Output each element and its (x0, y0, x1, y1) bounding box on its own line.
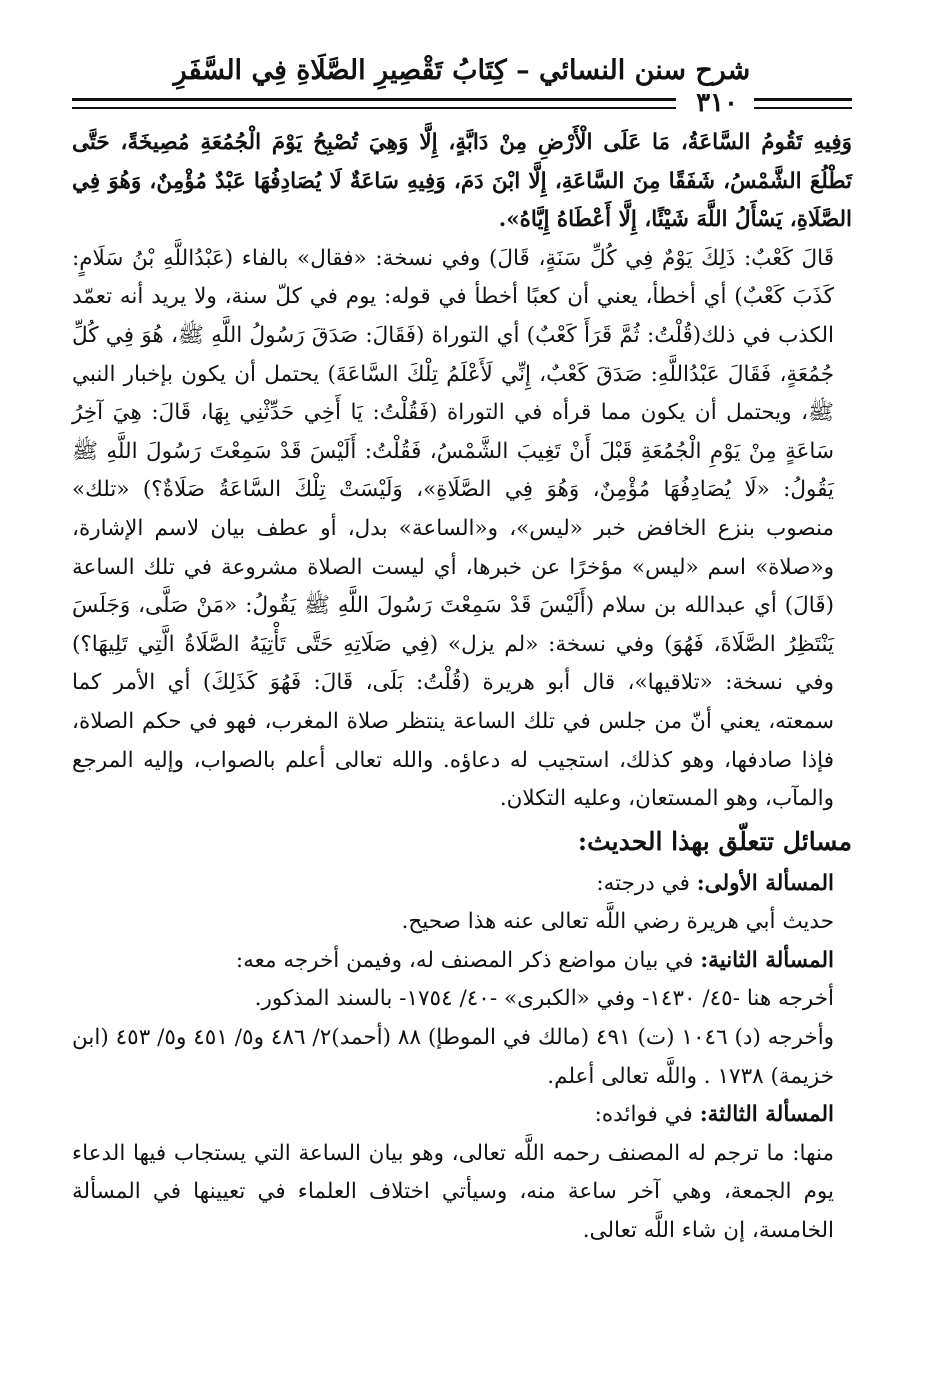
issue-2-title: في بيان مواضع ذكر المصنف له، وفيمن أخرجه معه: (235, 947, 701, 973)
issue-1-label: المسألة الأولى: (696, 870, 834, 896)
issue-1-text: حديث أبي هريرة رضي اللَّه تعالى عنه هذا صحيح. (401, 909, 834, 935)
issue-3-heading (72, 1096, 852, 1135)
issue-3-text: منها: ما ترجم له المصنف رحمه اللَّه تعالى، وهو بيان الساعة التي يستجاب فيها الدعاء يوم الجمعة، وهي آخر ساعة منه، وسيأتي اختلاف العلماء في تعيينها في المسألة الخامسة، إن شاء اللَّه تعالى. (72, 1140, 834, 1244)
page-number: ٣١٠ (690, 88, 744, 118)
issue-3-label: المسألة الثالثة: (699, 1102, 834, 1128)
running-title: شرح سنن النسائي – كِتَابُ تَقْصِيرِ الصَّلَاةِ فِي السَّفَرِ (173, 55, 751, 86)
hadith-text-continuation: وَفِيهِ تَقُومُ السَّاعَةُ، مَا عَلَى الْأَرْضِ مِنْ دَابَّةٍ، إِلَّا وَهِيَ تُصْبِحُ يَوْمَ الْجُمُعَةِ مُصِيخَةً، حَتَّى تَطْلُعَ الشَّمْسُ، شَفَقًا مِنَ السَّاعَةِ، إِلَّا ابْنَ دَمَ، وَفِيهِ سَاعَةٌ لَا يُصَادِفُهَا عَبْدٌ مُؤْمِنٌ، وَهُوَ فِي الصَّلَاةِ، يَسْأَلُ اللَّهَ شَيْئًا، إِلَّا أَعْطَاهُ إِيَّاهُ». (72, 130, 852, 233)
commentary-body (72, 124, 852, 1251)
issue-1-title: في درجته: (596, 870, 697, 896)
issue-3-title: في فوائده: (594, 1102, 700, 1128)
header-rule (72, 88, 852, 118)
issue-2-text-1: أخرجه هنا -٤٥/ ١٤٣٠- وفي «الكبرى» -٤٠/ ١٧٥٤- بالسند المذكور. (254, 986, 834, 1012)
issue-2-heading (72, 942, 852, 981)
issue-2-label: المسألة الثانية: (700, 947, 834, 973)
issue-1-heading (72, 865, 852, 904)
section-heading: مسائل تتعلّق بهذا الحديث: (577, 826, 852, 856)
header-rule-right-segment (754, 98, 852, 109)
issue-2-text-2: وأخرجه (د) ١٠٤٦ (ت) ٤٩١ (مالك في الموطإ) ٨٨ (أحمد)٢/ ٤٨٦ و٥/ ٤٥١ و٥/ ٤٥٣ (ابن خزيمة) ١٧٣٨ . واللَّه تعالى أعلم. (72, 1025, 835, 1089)
commentary-paragraph: قَالَ كَعْبٌ: ذَلِكَ يَوْمٌ فِي كُلِّ سَنَةٍ، قَالَ) وفي نسخة: «فقال» بالفاء (عَبْدُاللَّهِ بْنُ سَلَامٍ: كَذَبَ كَعْبٌ) أي أخطأ، يعني أن كعبًا أخطأ في قوله: يوم في كلّ سنة، ولا يريد أنه تعمّد الكذب في ذلك(قُلْتُ: ثُمَّ قَرَأَ كَعْبٌ) أي التوراة (فَقَالَ: صَدَقَ رَسُولُ اللَّهِ ﷺ، هُوَ فِي كُلِّ جُمُعَةٍ، فَقَالَ عَبْدُاللَّهِ: صَدَقَ كَعْبٌ، إِنِّي لَأَعْلَمُ تِلْكَ السَّاعَةَ) يحتمل أن يكون بإخبار النبي ﷺ، ويحتمل أن يكون مما قرأه في التوراة (فَقُلْتُ: يَا أَخِي حَدِّثْنِي بِهَا، قَالَ: هِيَ آخِرُ سَاعَةٍ مِنْ يَوْمِ الْجُمُعَةِ قَبْلَ أَنْ تَغِيبَ الشَّمْسُ، فَقُلْتُ: أَلَيْسَ قَدْ سَمِعْتَ رَسُولَ اللَّهِ ﷺ يَقُولُ: «لَا يُصَادِفُهَا مُؤْمِنٌ، وَهُوَ فِي الصَّلَاةِ»، وَلَيْسَتْ تِلْكَ السَّاعَةُ صَلَاةٌ؟) «تلك» منصوب بنزع الخافض خبر «ليس»، و«الساعة» بدل، أو عطف بيان لاسم الإشارة، و«صلاة» اسم «ليس» مؤخرًا عن خبرها، أي ليست الصلاة مشروعة في تلك الساعة (قَالَ) أي عبدالله بن سلام (أَلَيْسَ قَدْ سَمِعْتَ رَسُولَ اللَّهِ ﷺ يَقُولُ: «مَنْ صَلَّى، وَجَلَسَ يَنْتَظِرُ الصَّلَاةَ، فَهُوَ) وفي نسخة: «لم يزل» (فِي صَلَاتِهِ حَتَّى تَأْتِيَهُ الصَّلَاةُ الَّتِي تَلِيهَا؟) وفي نسخة: «تلاقيها»، قال أبو هريرة (قُلْتُ: بَلَى، قَالَ: فَهُوَ كَذَلِكَ) أي الأمر كما سمعته، يعني أنّ من جلس في تلك الساعة ينتظر صلاة المغرب، فهو في حكم الصلاة، فإذا صادفها، وهو كذلك، استجيب له دعاؤه. والله تعالى أعلم بالصواب، وإليه المرجع والمآب، وهو المستعان، وعليه التكلان. (72, 245, 834, 812)
book-page (72, 52, 852, 1344)
header-rule-left-segment (72, 98, 676, 109)
